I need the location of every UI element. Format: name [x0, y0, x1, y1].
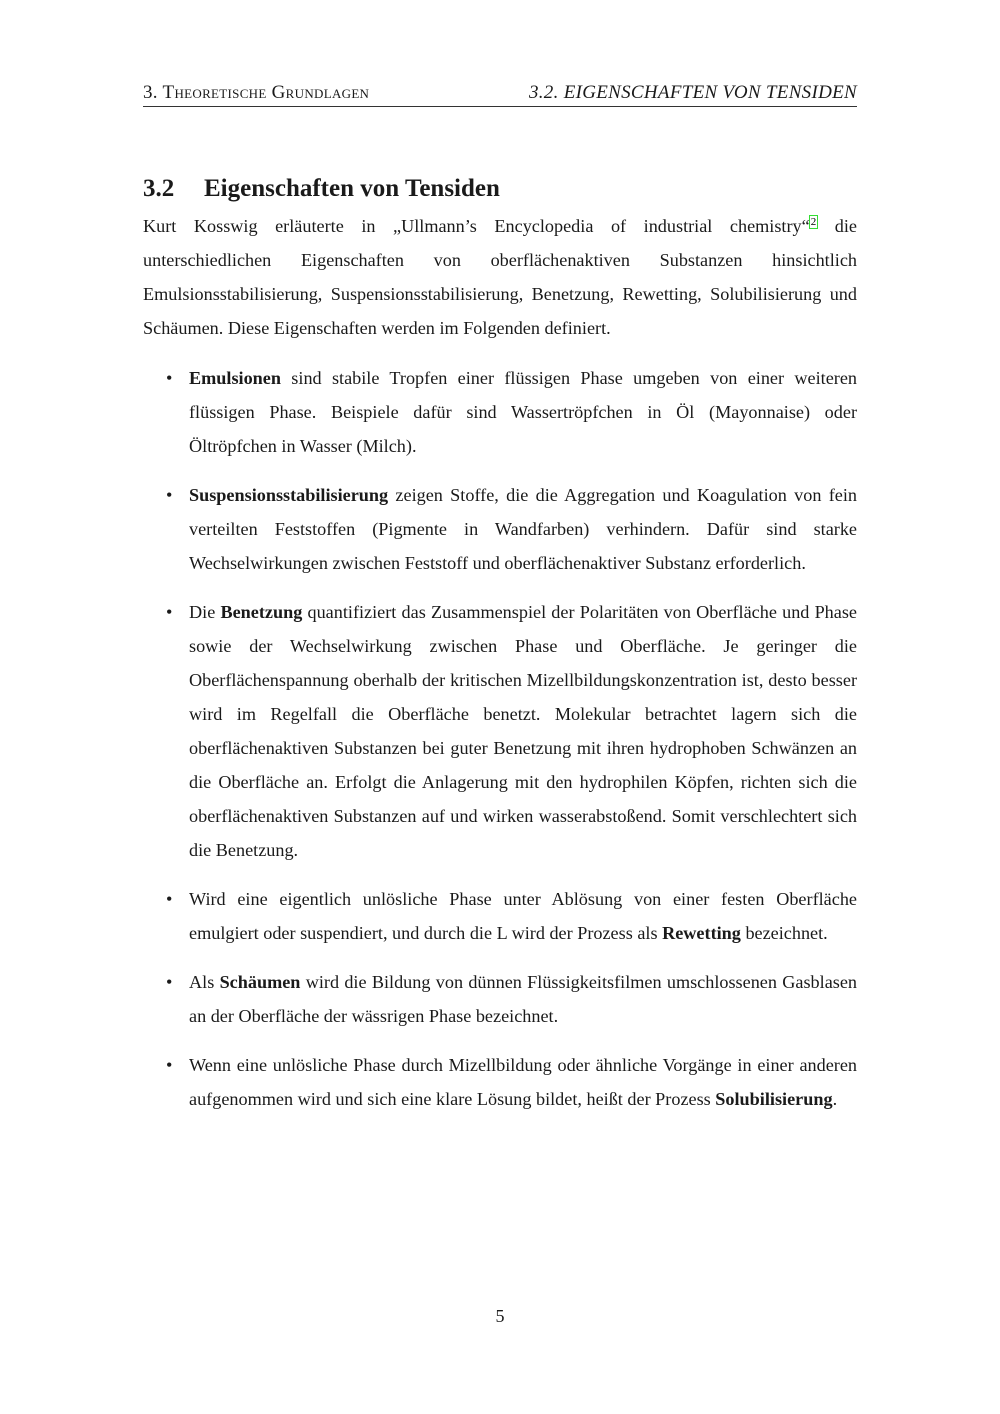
section-heading [143, 175, 857, 203]
section-title: Eigenschaften von Tensiden [204, 174, 500, 202]
bullet-icon: • [166, 889, 173, 909]
list-item-solubilisierung [143, 1048, 857, 1116]
item-pre: Wenn eine unlösliche Phase durch Mizellbildung oder ähnliche Vorgänge in einer anderen aufgenommen wird und sich eine klare Lösung bildet, heißt der Prozess [189, 1055, 857, 1109]
running-header-section: 3.2. EIGENSCHAFTEN VON TENSIDEN [528, 82, 857, 103]
item-pre: Die [189, 602, 221, 622]
page-number: 5 [495, 1306, 505, 1326]
footnote-reference-link[interactable]: 2 [810, 215, 817, 228]
item-post: zeigen Stoffe, die die Aggregation und Koagulation von fein verteilten Feststoffen (Pigmente in Wandfarben) verhindern. Dafür sind starke Wechselwirkungen zwischen Feststoff und oberflächenaktiver Substanz erforderlich. [189, 485, 857, 573]
bullet-icon: • [166, 1055, 173, 1075]
item-post: wird die Bildung von dünnen Flüssigkeitsfilmen umschlossenen Gasblasen an der Oberfläche der wässrigen Phase bezeichnet. [189, 972, 858, 1026]
item-post: . [832, 1089, 838, 1109]
item-term: Schäumen [219, 972, 301, 992]
bullet-icon: • [166, 485, 173, 505]
running-header-chapter: 3. Theoretische Grundlagen [143, 82, 370, 103]
bullet-icon: • [166, 972, 173, 992]
bullet-icon: • [166, 368, 173, 388]
list-item-schaeumen [143, 965, 857, 1033]
list-item-benetzung [143, 595, 857, 867]
item-term: Suspensionsstabilisierung [189, 485, 389, 505]
item-term: Emulsionen [189, 368, 281, 388]
item-term: Solubilisierung [715, 1089, 833, 1109]
running-header [143, 80, 857, 107]
item-pre: Wird eine eigentlich unlösliche Phase unter Ablösung von einer festen Oberfläche emulgiert oder suspendiert, und durch die L wird der Prozess als [189, 889, 857, 943]
item-term: Rewetting [662, 923, 741, 943]
item-pre: Als [189, 972, 220, 992]
item-post: quantifiziert das Zusammenspiel der Polaritäten von Oberfläche und Phase sowie der Wechselwirkung zwischen Phase und Oberfläche. Je geringer die Oberflächenspannung oberhalb der kritischen Mizellbildungskonzentration ist, desto besser wird im Regelfall die Oberfläche benetzt. Molekular betrachtet lagern sich die oberflächenaktiven Substanzen bei guter Benetzung mit ihren hydrophoben Schwänzen an die Oberfläche an. Erfolgt die Anlagerung mit den hydrophilen Köpfen, richten sich die oberflächenaktiven Substanzen auf und wirken wasserabstoßend. Somit verschlechtert sich die Benetzung. [189, 602, 857, 860]
intro-text-after: die unterschiedlichen Eigenschaften von oberflächenaktiven Substanzen hinsichtlich Emulsionsstabilisierung, Suspensionsstabilisierung, Benetzung, Rewetting, Solubilisierung und Schäumen. Diese Eigenschaften werden im Folgenden definiert. [143, 216, 857, 338]
item-post: sind stabile Tropfen einer flüssigen Phase umgeben von einer weiteren flüssigen Phase. Beispiele dafür sind Wassertröpfchen in Öl (Mayonnaise) oder Öltröpfchen in Wasser (Milch). [189, 368, 857, 456]
definition-list [143, 361, 857, 1131]
item-term: Benetzung [220, 602, 303, 622]
list-item-rewetting [143, 882, 857, 950]
section-number: 3.2 [143, 174, 175, 202]
list-item-emulsionen [143, 361, 857, 463]
intro-paragraph [143, 209, 857, 345]
item-post: bezeichnet. [740, 923, 828, 943]
list-item-suspensionsstabilisierung [143, 478, 857, 580]
intro-text-before: Kurt Kosswig erläuterte in „Ullmann’s Encyclopedia of industrial chemistry“ [143, 216, 810, 236]
bullet-icon: • [166, 602, 173, 622]
